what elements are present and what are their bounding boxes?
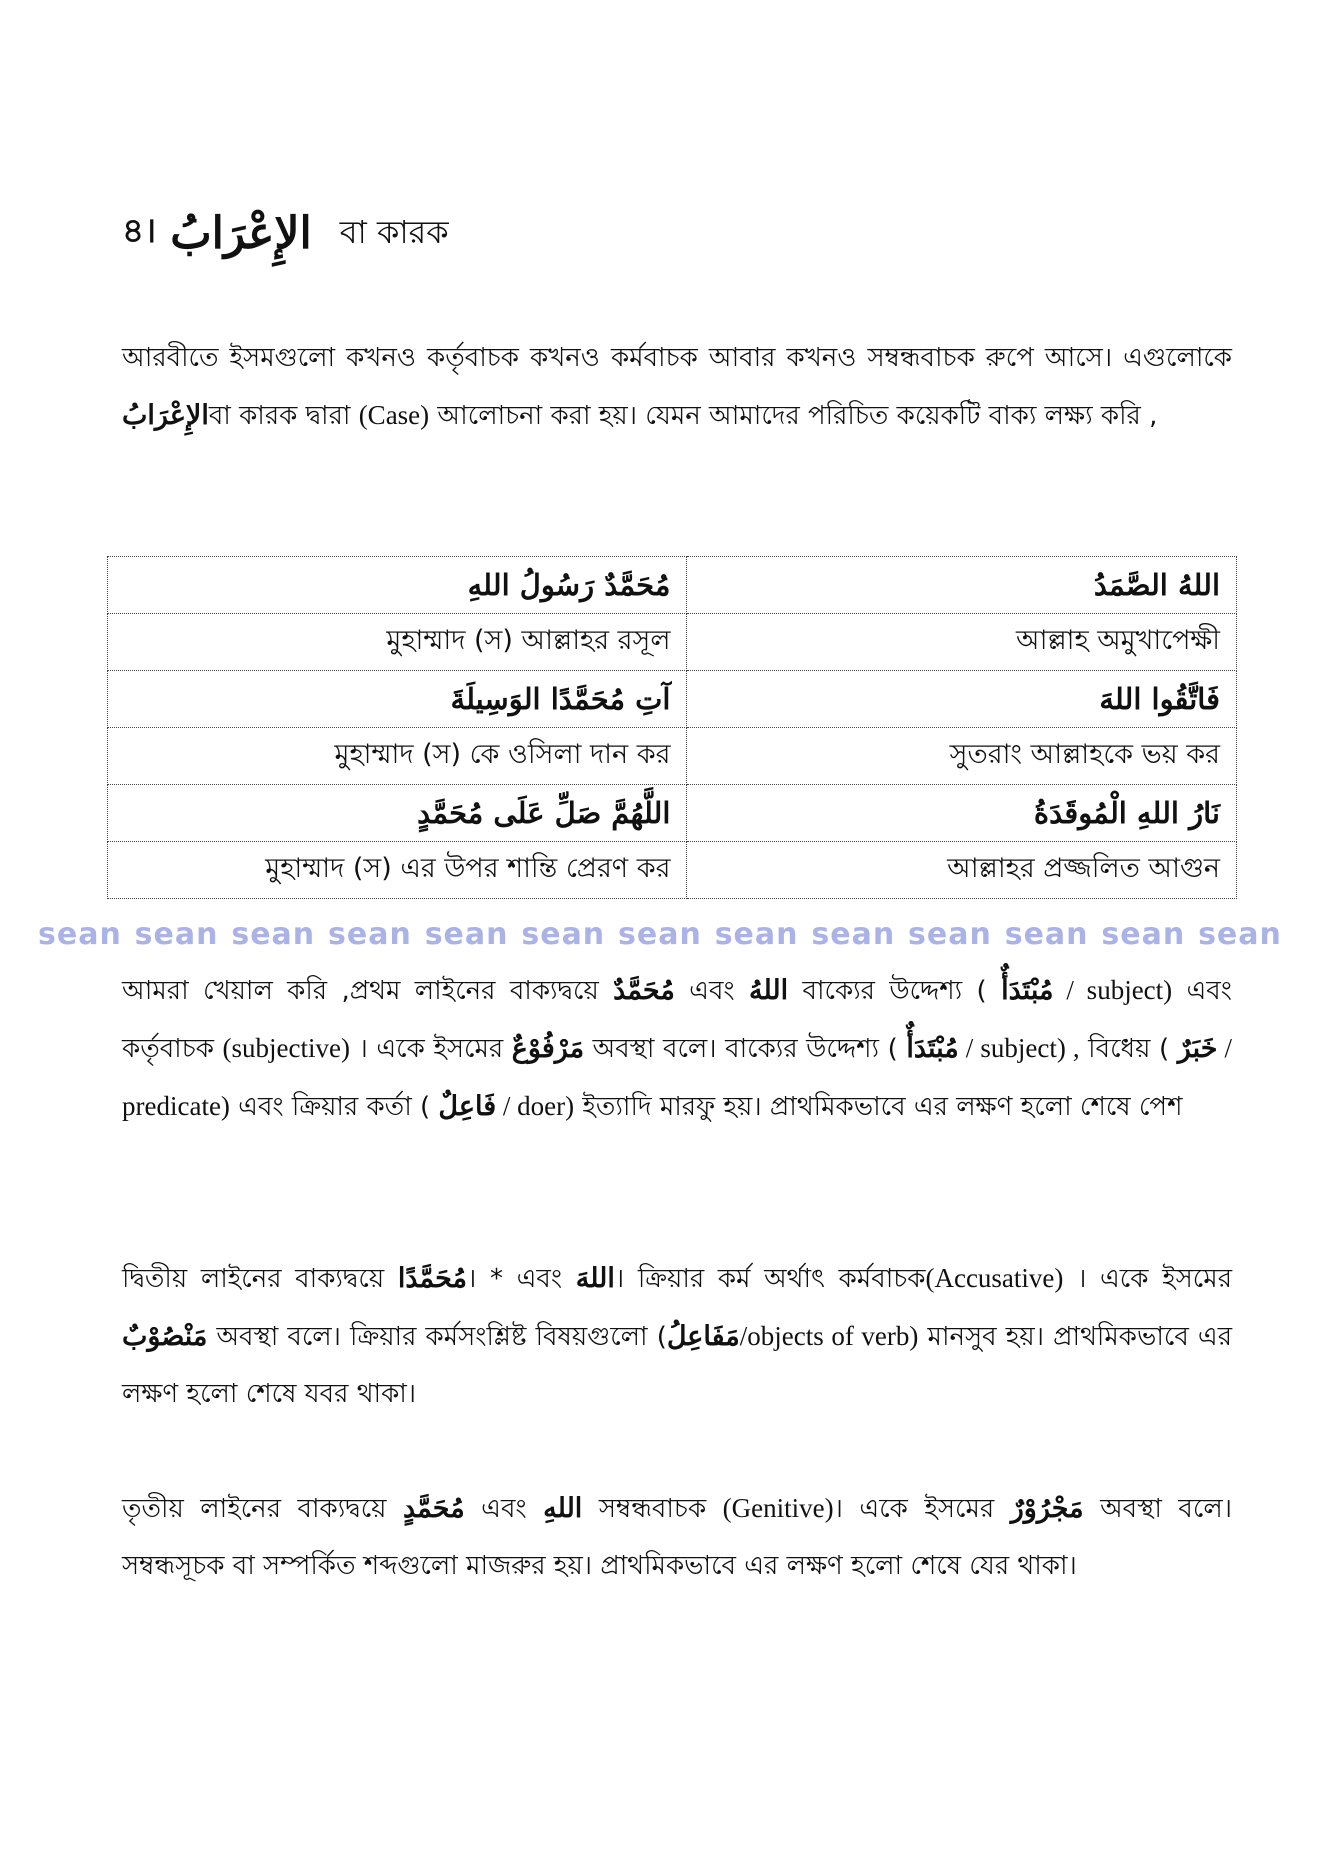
table-row <box>108 557 1237 614</box>
p2-text: । একে ইসমের <box>1063 1264 1232 1294</box>
watermark-word: sean <box>521 917 606 952</box>
table-cell-right: সুতরাং আল্লাহকে ভয় কর <box>687 728 1237 785</box>
intro-text-2: বা কারক দ্বারা <box>208 401 359 431</box>
p2-text: । * এবং <box>467 1264 576 1294</box>
watermark-word: sean <box>328 917 412 952</box>
intro-case-term: (Case) <box>358 400 430 430</box>
table-cell-left: مُحَمَّدٌ رَسُولُ اللهِ <box>108 557 687 614</box>
table-row <box>108 671 1237 728</box>
intro-arabic-term: الإِعْرَابُ <box>122 400 209 431</box>
watermark-word: sean <box>38 917 122 952</box>
heading-bengali-term: বা কারক <box>339 212 449 251</box>
example-table <box>107 556 1237 899</box>
p1-text: ইত্যাদি মারফু হয়। প্রাথমিকভাবে এর লক্ষণ হলো শেষে পেশ <box>574 1092 1183 1122</box>
p1-text: এবং কর্তৃবাচক <box>122 976 1232 1064</box>
p2-arabic: اللهَ <box>575 1263 615 1294</box>
p3-text: । একে ইসমের <box>833 1494 1011 1524</box>
p1-latin: (subjective) <box>222 1033 350 1063</box>
watermark-word: sean <box>1101 917 1186 952</box>
p1-arabic: فَاعِلٌ <box>438 1091 497 1122</box>
watermark-word: sean <box>811 917 896 952</box>
p1-text: বিধেয় ( <box>1079 1034 1178 1064</box>
table-row <box>108 614 1237 671</box>
p2-latin: (Accusative) <box>925 1263 1064 1293</box>
p2-arabic: مَنْصُوْبٌ <box>122 1321 208 1352</box>
p2-text: দ্বিতীয় লাইনের বাক্যদ্বয়ে <box>122 1264 398 1294</box>
table-cell-right: আল্লাহর প্রজ্জলিত আগুন <box>687 842 1237 899</box>
table-cell-left: اللَّهُمَّ صَلِّ عَلَى مُحَمَّدٍ <box>108 785 687 842</box>
p1-arabic: مُبْتَدَأٌ <box>906 1033 959 1064</box>
p1-text: । একে ইসমের <box>349 1034 512 1064</box>
heading-arabic-term: الإِعْرَابُ <box>170 208 312 259</box>
p1-text: বাক্যের উদ্দেশ্য ( <box>788 976 1002 1006</box>
table-cell-right: فَاتَّقُوا اللهَ <box>687 671 1237 728</box>
p1-arabic: خَبَرٌ <box>1177 1033 1218 1064</box>
p3-arabic: اللهِ <box>543 1493 583 1524</box>
watermark-word: sean <box>714 917 799 952</box>
p1-text: এবং <box>674 976 749 1006</box>
p1-latin: / predicate) <box>122 1033 1232 1121</box>
watermark-word: sean <box>618 917 702 952</box>
p3-text: তৃতীয় লাইনের বাক্যদ্বয়ে <box>122 1494 403 1524</box>
p2-text: অবস্থা বলে। ক্রিয়ার কর্মসংশ্লিষ্ট বিষয়গুলো ( <box>207 1322 667 1352</box>
p3-text: এবং <box>464 1494 544 1524</box>
p2-text: মানসুব হয়। প্রাথমিকভাবে এর লক্ষণ হলো শেষে যবর থাকা। <box>122 1322 1233 1409</box>
watermark-word: sean <box>908 917 992 952</box>
watermark-word: sean <box>1004 917 1089 952</box>
table-row <box>108 842 1237 899</box>
p1-arabic: اللهُ <box>748 975 789 1006</box>
p3-arabic: مَجْرُوْرٌ <box>1010 1493 1084 1524</box>
table-cell-left: মুহাম্মাদ (স) আল্লাহর রসূল <box>108 614 687 671</box>
p3-text: সম্বন্ধবাচক <box>582 1494 723 1524</box>
paragraph-genitive <box>122 1480 1232 1595</box>
watermark <box>0 917 1320 957</box>
p1-latin: / subject) , <box>958 1033 1080 1063</box>
table-cell-left: মুহাম্মাদ (স) কে ওসিলা দান কর <box>108 728 687 785</box>
table-cell-left: آتِ مُحَمَّدًا الوَسِيلَةَ <box>108 671 687 728</box>
p1-text: আমরা খেয়াল করি ,প্রথম লাইনের বাক্যদ্বয়ে <box>122 976 614 1006</box>
watermark-word: sean <box>231 917 316 952</box>
p2-latin: /objects of verb) <box>739 1321 919 1351</box>
paragraph-accusative <box>122 1250 1232 1423</box>
section-number: ৪। <box>122 211 157 251</box>
watermark-word: sean <box>1198 917 1282 952</box>
intro-text-3: আলোচনা করা হয়। যেমন আমাদের পরিচিত কয়েকটি বাক্য লক্ষ্য করি , <box>429 401 1158 431</box>
p2-text: । ক্রিয়ার কর্ম অর্থাৎ কর্মবাচক <box>614 1264 926 1294</box>
section-heading <box>122 205 449 262</box>
watermark-word: sean <box>134 917 219 952</box>
p1-latin: / doer) <box>496 1091 575 1121</box>
watermark-word: sean <box>424 917 509 952</box>
table-cell-right: نَارُ اللهِ الْمُوقَدَةُ <box>687 785 1237 842</box>
table-cell-left: মুহাম্মাদ (স) এর উপর শান্তি প্রেরণ কর <box>108 842 687 899</box>
p3-text: অবস্থা বলে। সম্বন্ধসূচক বা সম্পর্কিত শব্দগুলো মাজরুর হয়। প্রাথমিকভাবে এর লক্ষণ হলো শেষে যের থাকা। <box>122 1494 1232 1581</box>
p1-arabic: مُبْتَدَأٌ <box>1001 975 1054 1006</box>
p2-arabic: مُحَمَّدًا <box>397 1263 467 1294</box>
p1-latin: / subject) <box>1053 975 1173 1005</box>
table-row <box>108 785 1237 842</box>
paragraph-nominative <box>122 962 1232 1136</box>
p1-arabic: مَرْفُوْعٌ <box>511 1033 585 1064</box>
p2-arabic: مَفَاعِلُ <box>666 1321 740 1352</box>
table-row <box>108 728 1237 785</box>
table-cell-right: اللهُ الصَّمَدُ <box>687 557 1237 614</box>
p3-latin: (Genitive) <box>722 1493 834 1523</box>
p3-arabic: مُحَمَّدٍ <box>402 1493 465 1524</box>
table-cell-right: আল্লাহ অমুখাপেক্ষী <box>687 614 1237 671</box>
intro-paragraph <box>122 330 1232 445</box>
intro-text-1: আরবীতে ইসমগুলো কখনও কর্তৃবাচক কখনও কর্মবাচক আবার কখনও সম্বন্ধবাচক রুপে আসে। এগুলোকে <box>122 343 1232 373</box>
p1-text: অবস্থা বলে। বাক্যের উদ্দেশ্য ( <box>584 1034 907 1064</box>
p1-arabic: مُحَمَّدٌ <box>613 975 675 1006</box>
p1-text: এবং ক্রিয়ার কর্তা ( <box>229 1092 439 1122</box>
